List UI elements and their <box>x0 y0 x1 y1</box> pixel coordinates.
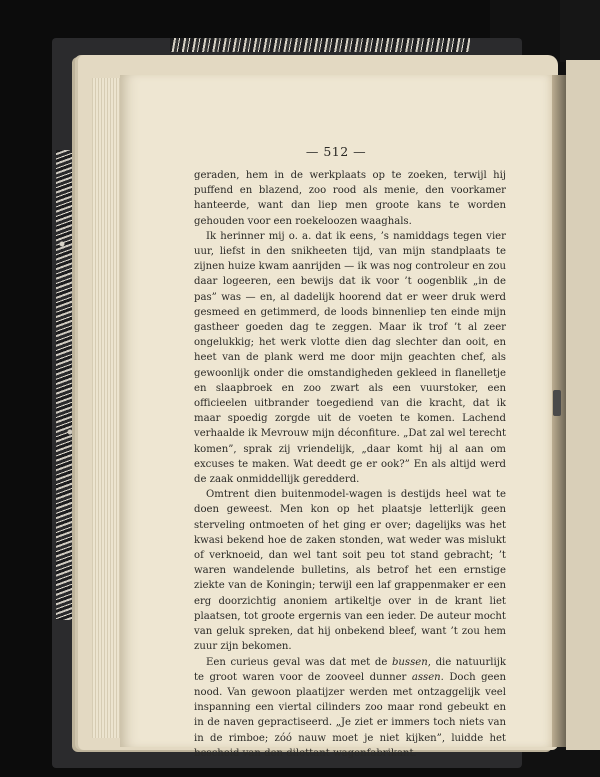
page-text <box>194 168 506 761</box>
paragraph <box>194 487 506 654</box>
page-clip <box>553 390 561 416</box>
marbled-edge-spine <box>56 150 76 620</box>
paragraph <box>194 168 506 229</box>
italic-word: assen <box>411 671 441 683</box>
paragraph-text: Ik herinner mij o. a. dat ik eens, ’s namiddags tegen vier uur, liefst in den snikheeten tijd, van mijn standplaats te zijnen huize kwam aanrijden — ik was nog controleur en zou daar logeeren, een bewijs dat ik voor ’t oogenblik „in de pas” was — en, al dadelijk hoorend dat er weer druk werd gesmeed en getimmerd, de loods binnenliep ten einde mijn gastheer goeden dag te zeggen. Maar ik trof ’t al zeer ongelukkig; het werk vlotte dien dag slechter dan ooit, en heet van de plank werd me door mijn geachten chef, als gewoonlijk onder die omstandigheden gekleed in flanelletje en slaapbroek en zoo zwart als een vuurstoker, een officieelen uitbrander toegediend van die kracht, dat ik maar spoedig zorgde uit de voeten te komen. Lachend verhaalde ik Mevrouw mijn déconfiture. „Dat zal wel terecht komen”, sprak zij vriendelijk, „daar komt hij al aan om excuses te maken. Wat deedt ge er ook?” En als altijd werd de zaak onmiddellijk geredderd. <box>194 230 506 486</box>
paragraph-text: . Doch geen nood. Van gewoon plaatijzer werden met ontzaggelijk veel inspanning een viertal cilinders zoo maar rond gebeukt en in de naven gepractiseerd. „Je ziet er immers toch niets van in de rimboe; zóó nauw moet je niet kijken”, luidde het bescheid van den dilettant wagenfabrikant. <box>194 671 506 759</box>
paragraph-text: Een curieus geval was dat met de <box>206 656 392 668</box>
paragraph <box>194 655 506 761</box>
italic-word: bussen <box>391 656 428 668</box>
paragraph-text: , die natuurlijk te groot waren voor de zooveel dunner <box>194 656 506 683</box>
marbled-edge-top <box>170 38 470 52</box>
paragraph-text: geraden, hem in de werkplaats op te zoeken, terwijl hij puffend en blazend, zoo rood als menie, den voorkamer hanteerde, want dan liep men groote kans te worden gehouden voor een roekeloozen waaghals. <box>194 170 506 227</box>
paragraph-text: Omtrent dien buitenmodel-wagen is destijds heel wat te doen geweest. Men kon op het plaatsje letterlijk geen sterveling ontmoeten of het ging er over; dagelijks was het kwasi bekend hoe de zaken stonden, wat weder was mislukt of verknoeid, dan wel tant soit peu tot stand gebracht; ’t waren wandelende bulletins, als betrof het een ernstige ziekte van de Koningin; terwijl een laf grappenmaker er een erg doorzichtig anoniem artikeltje over in de krant liet plaatsen, tot groote ergernis van een ieder. De auteur mocht van geluk spreken, dat hij onbekend bleef, want ’t zou hem zuur zijn bekomen. <box>194 489 506 653</box>
page-number: — 512 — <box>305 144 367 159</box>
facing-page-edge <box>566 60 600 750</box>
scan-corner <box>560 0 600 62</box>
paragraph <box>194 229 506 487</box>
